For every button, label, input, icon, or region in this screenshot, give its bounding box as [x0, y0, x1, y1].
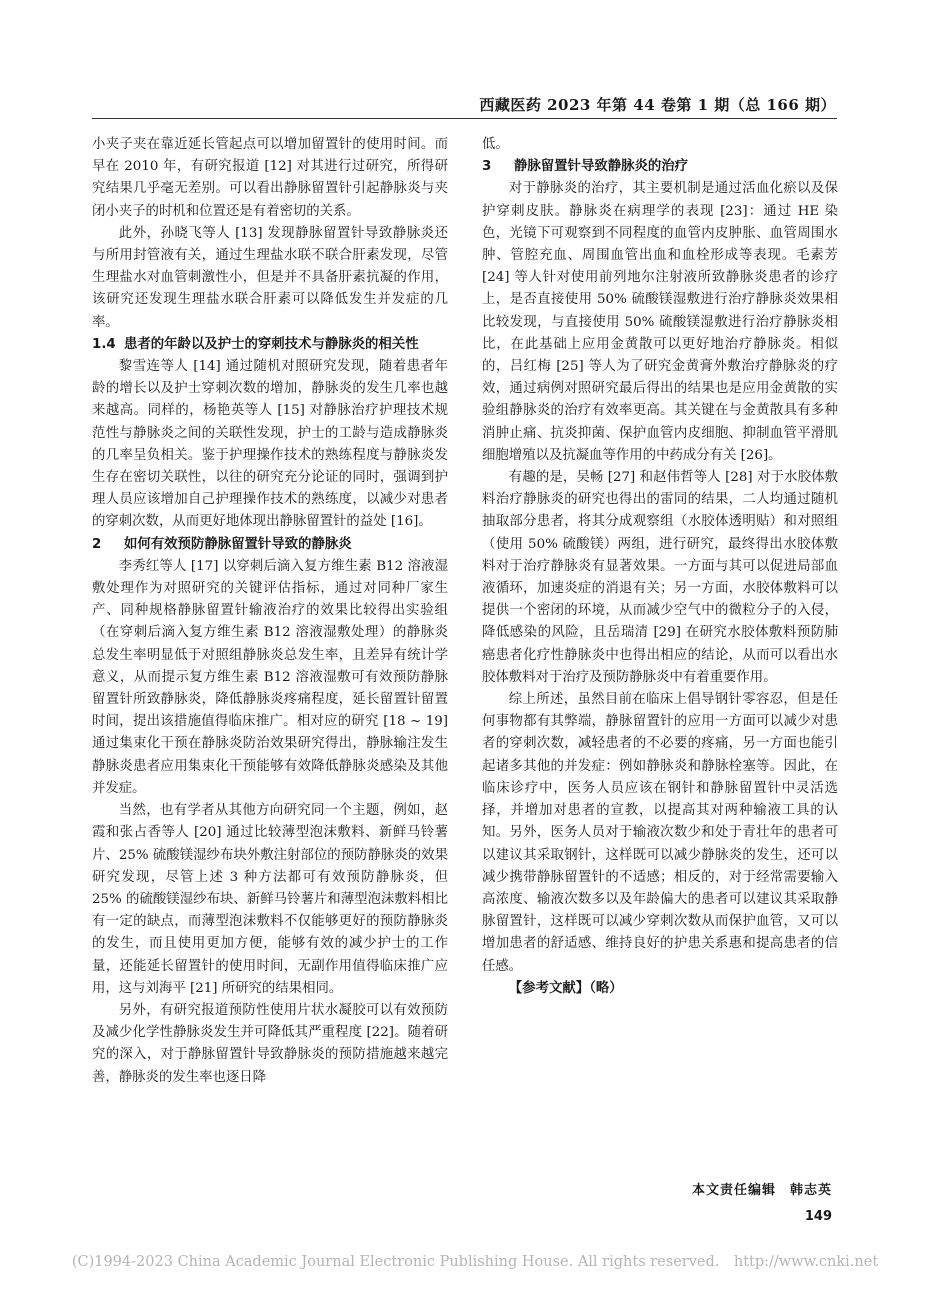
paragraph: 小夹子夹在靠近延长管起点可以增加留置针的使用时间。而早在 2010 年，有研究报道 [12] 对其进行过研究，所得研究结果几乎毫无差别。可以看出静脉留置针引起静脉炎与夹闭小夹子的时机和位置还是有着密切的关系。	[92, 137, 448, 219]
paragraph: 有趣的是，吴畅 [27] 和赵伟哲等人 [28] 对于水胶体敷料治疗静脉炎的研究也得出的雷同的结果，二人均通过随机抽取部分患者，将其分成观察组（水胶体透明贴）和对照组（使用 50% 硫酸镁）两组，进行研究，最终得出水胶体敷料对于治疗静脉炎有显著效果。一方面与其可以促进局部血液循环，加速炎症的消退有关；另一方面，水胶体敷料可以提供一个密闭的环境，从而减少空气中的微粒分子的入侵，降低感染的风险，且岳瑞清 [29] 在研究水胶体敷料预防肺癌患者化疗性静脉炎中也得出相应的结论，从而可以看出水胶体敷料对于治疗及预防静脉炎中有着重要作用。	[482, 470, 838, 685]
section-title: 患者的年龄以及护士的穿刺技术与静脉炎的相关性	[124, 336, 419, 352]
section-heading	[482, 156, 838, 178]
paragraph: 黎雪连等人 [14] 通过随机对照研究发现，随着患者年龄的增长以及护士穿刺次数的增加，静脉炎的发生几率也越来越高。同样的，杨艳英等人 [15] 对静脉治疗护理技术规范性与静脉炎之间的关联性发现，护士的工龄与造成静脉炎的几率呈负相关。鉴于护理操作技术的熟练程度与静脉炎发生存在密切关联性，以往的研究充分论证的同时，强调到护理人员应该增加自己护理操作技术的熟练度，以减少对患者的穿刺次数，从而更好地体现出静脉留置针的益处 [16]。	[92, 359, 448, 530]
references-note: 【参考文献】（略）	[508, 980, 623, 996]
copyright-footer: (C)1994-2023 China Academic Journal Electronic Publishing House. All rights reserved. http://www.cnki.net	[71, 1254, 879, 1270]
section-heading	[92, 334, 448, 356]
responsible-editor: 本文责任编辑 韩志英	[691, 1183, 832, 1198]
section-heading	[92, 534, 448, 556]
right-column	[482, 134, 838, 1000]
left-column	[92, 134, 448, 1089]
paragraph: 此外，孙晓飞等人 [13] 发现静脉留置针导致静脉炎还与所用封管液有关，通过生理盐水联不联合肝素发现，尽管生理盐水对血管刺激性小，但是并不具备肝素抗凝的作用，该研究还发现生理盐水联合肝素可以降低发生并发症的几率。	[92, 225, 448, 330]
section-number: 3	[482, 159, 492, 175]
journal-header: 西藏医药 2023 年第 44 卷第 1 期（总 166 期）	[479, 96, 836, 114]
section-title: 如何有效预防静脉留置针导致的静脉炎	[124, 536, 352, 552]
section-number: 2	[92, 536, 102, 552]
page-number: 149	[804, 1209, 832, 1224]
header-rule	[92, 118, 837, 119]
paragraph: 对于静脉炎的治疗，其主要机制是通过活血化瘀以及保护穿刺皮肤。静脉炎在病理学的表现 [23]：通过 HE 染色，光镜下可观察到不同程度的血管内皮肿胀、血管周围水肿、管腔充血、周围血管出血和血栓形成等表现。毛素芳 [24] 等人针对使用前列地尔注射液所致静脉炎患者的诊疗上，是否直接使用 50% 硫酸镁湿敷进行治疗静脉炎效果相比较发现，与直接使用 50% 硫酸镁湿敷进行治疗静脉炎相比，在此基础上应用金黄散可以更好地治疗静脉炎。相似的，吕红梅 [25] 等人为了研究金黄膏外敷治疗静脉炎的疗效，通过病例对照研究最后得出的结果也是应用金黄散的实验组静脉炎的治疗有效率更高。其关键在与金黄散具有多种消肿止痛、抗炎抑菌、保护血管内皮细胞、抑制血管平滑肌细胞增殖以及抗凝血等作用的中药成分有关 [26]。	[482, 181, 838, 463]
paragraph: 李秀红等人 [17] 以穿刺后滴入复方维生素 B12 溶液湿敷处理作为对照研究的关键评估指标，通过对同种厂家生产、同种规格静脉留置针输液治疗的效果比较得出实验组（在穿刺后滴入复方维生素 B12 溶液湿敷处理）的静脉炎总发生率明显低于对照组静脉炎总发生率，且差异有统计学意义，从而提示复方维生素 B12 溶液湿敷可有效预防静脉留置针所致静脉炎，降低静脉炎疼痛程度，延长留置针留置时间，提出该措施值得临床推广。相对应的研究 [18 ~ 19] 通过集束化干预在静脉炎防治效果研究得出，静脉输注发生静脉炎患者应用集束化干预能够有效降低静脉炎感染及其他并发症。	[92, 558, 448, 796]
paragraph: 综上所述，虽然目前在临床上倡导钢针零容忍，但是任何事物都有其弊端，静脉留置针的应用一方面可以减少对患者的穿刺次数，减轻患者的不必要的疼痛，另一方面也能引起诸多其他的并发症：例如静脉炎和静脉栓塞等。因此，在临床诊疗中，医务人员应该在钢针和静脉留置针中灵活选择，并增加对患者的宣教，以提高其对两种输液工具的认知。另外，医务人员对于输液次数少和处于青壮年的患者可以建议其采取钢针，这样既可以减少静脉炎的发生，还可以减少携带静脉留置针的不适感；相反的，对于经常需要输入高浓度、输液次数多以及年龄偏大的患者可以建议其采取静脉留置针，这样既可以减少穿刺次数从而保护血管，又可以增加患者的舒适感、维持良好的护患关系惠和提高患者的信任感。	[482, 692, 838, 974]
section-title: 静脉留置针导致静脉炎的治疗	[514, 159, 689, 175]
section-number: 1.4	[92, 336, 116, 352]
paragraph: 当然，也有学者从其他方向研究同一个主题，例如，赵霞和张占香等人 [20] 通过比较薄型泡沫敷料、新鲜马铃薯片、25% 硫酸镁湿纱布块外敷注射部位的预防静脉炎的效果研究发现，尽管上述 3 种方法都可有效预防静脉炎，但 25% 的硫酸镁湿纱布块、新鲜马铃薯片和薄型泡沫敷料相比有一定的缺点，而薄型泡沫敷料不仅能够更好的预防静脉炎的发生，而且使用更加方便，能够有效的减少护士的工作量，还能延长留置针的使用时间，无副作用值得临床推广应用，这与刘海平 [21] 所研究的结果相同。	[92, 803, 448, 996]
paragraph: 低。	[482, 137, 509, 152]
paragraph: 另外，有研究报道预防性使用片状水凝胶可以有效预防及减少化学性静脉炎发生并可降低其严重程度 [22]。随着研究的深入，对于静脉留置针导致静脉炎的预防措施越来越完善，静脉炎的发生率也逐日降	[92, 1002, 448, 1085]
